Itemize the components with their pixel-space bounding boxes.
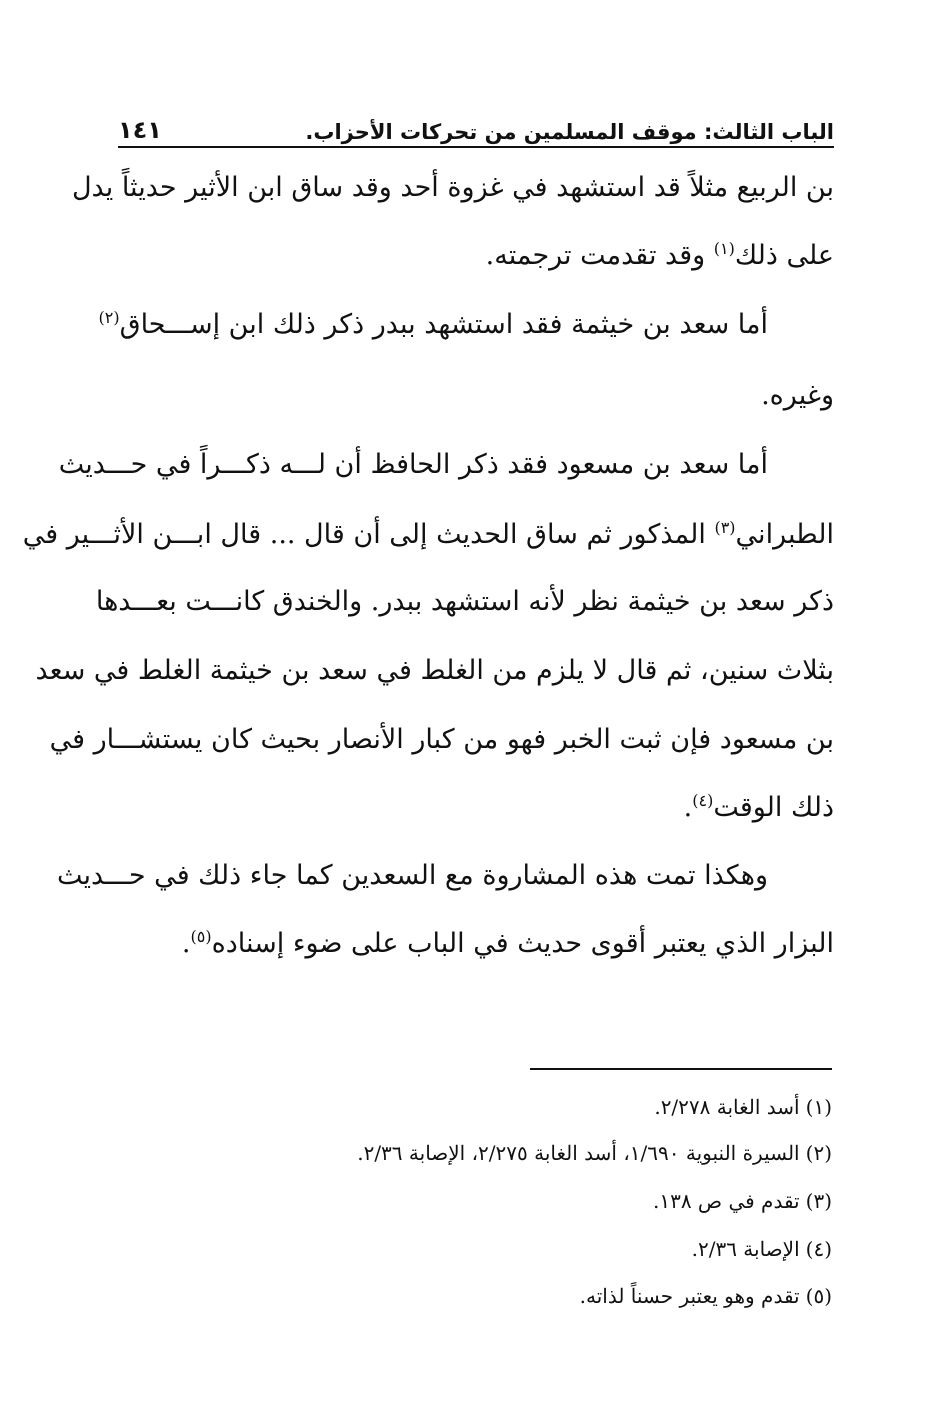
footnote-number: (١) — [805, 1095, 832, 1119]
footnote — [118, 1092, 832, 1122]
footnote-ref: (١) — [713, 239, 735, 258]
body-line — [95, 582, 834, 622]
body-line — [118, 236, 834, 276]
footnote-ref: (٣) — [714, 518, 736, 537]
body-line — [98, 305, 834, 345]
footnote — [118, 1281, 832, 1311]
body-line — [71, 168, 834, 208]
body-line — [118, 924, 834, 964]
footnote-ref: (٤) — [692, 791, 714, 810]
line-text: وهكذا تمت هذه المشاروة مع السعدين كما جاء ذلك في حـــديث — [56, 860, 768, 891]
footnote-ref: (٢) — [98, 308, 120, 327]
line-text: وقد تقدمت ترجمته. — [485, 240, 714, 271]
line-text: على ذلك — [734, 240, 834, 271]
line-text: . — [181, 928, 191, 959]
line-text: أما سعد بن خيثمة فقد استشهد ببدر ذكر ذلك ابن إســـحاق — [119, 309, 768, 340]
footnote-number: (٢) — [805, 1141, 832, 1165]
footnote-number: (٣) — [805, 1189, 832, 1213]
header-rule — [118, 146, 834, 148]
footnote-text: تقدم في ص ١٣٨. — [652, 1189, 800, 1213]
footnote — [118, 1234, 832, 1264]
line-text: ذكر سعد بن خيثمة نظر لأنه استشهد ببدر. والخندق كانـــت بعـــدها — [95, 586, 834, 617]
body-line — [22, 515, 834, 555]
line-text: وغيره. — [761, 380, 834, 411]
footnote-number: (٥) — [805, 1284, 832, 1308]
body-line — [35, 651, 834, 691]
body-line — [49, 720, 834, 760]
body-line — [58, 445, 834, 485]
body-line — [118, 788, 834, 828]
footnote — [118, 1138, 832, 1168]
line-text: المذكور ثم ساق الحديث إلى أن قال ... قال ابـــن الأثـــير في — [22, 519, 715, 550]
footnote-number: (٤) — [805, 1237, 832, 1261]
line-text: البزار الذي يعتبر أقوى حديث في الباب على ضوء إسناده — [211, 928, 834, 959]
footnote-text: الإصابة ٢/٣٦. — [691, 1237, 800, 1261]
body-line — [56, 856, 834, 896]
footnote-text: أسد الغابة ٢/٢٧٨. — [654, 1095, 800, 1119]
footnote-text: السيرة النبوية ١/٦٩٠، أسد الغابة ٢/٢٧٥، الإصابة ٢/٣٦. — [357, 1141, 800, 1165]
line-text: بن مسعود فإن ثبت الخبر فهو من كبار الأنصار بحيث كان يستشـــار في — [49, 724, 834, 755]
chapter-title: الباب الثالث: موقف المسلمين من تحركات الأحزاب. — [305, 120, 834, 144]
line-text: بن الربيع مثلاً قد استشهد في غزوة أحد وقد ساق ابن الأثير حديثاً يدل — [71, 172, 834, 203]
footnote-ref: (٥) — [190, 927, 212, 946]
line-text: . — [683, 792, 693, 823]
line-text: أما سعد بن مسعود فقد ذكر الحافظ أن لـــه ذكـــراً في حـــديث — [58, 449, 768, 480]
line-text: الطبراني — [735, 519, 834, 550]
page-number: ١٤١ — [118, 116, 162, 144]
line-text: ذلك الوقت — [713, 792, 834, 823]
footnote-separator — [530, 1068, 832, 1070]
running-header — [118, 110, 834, 144]
line-text: بثلاث سنين، ثم قال لا يلزم من الغلط في سعد بن خيثمة الغلط في سعد — [35, 655, 834, 686]
footnote-text: تقدم وهو يعتبر حسناً لذاته. — [579, 1284, 800, 1308]
body-line — [118, 376, 834, 416]
footnote — [118, 1186, 832, 1216]
